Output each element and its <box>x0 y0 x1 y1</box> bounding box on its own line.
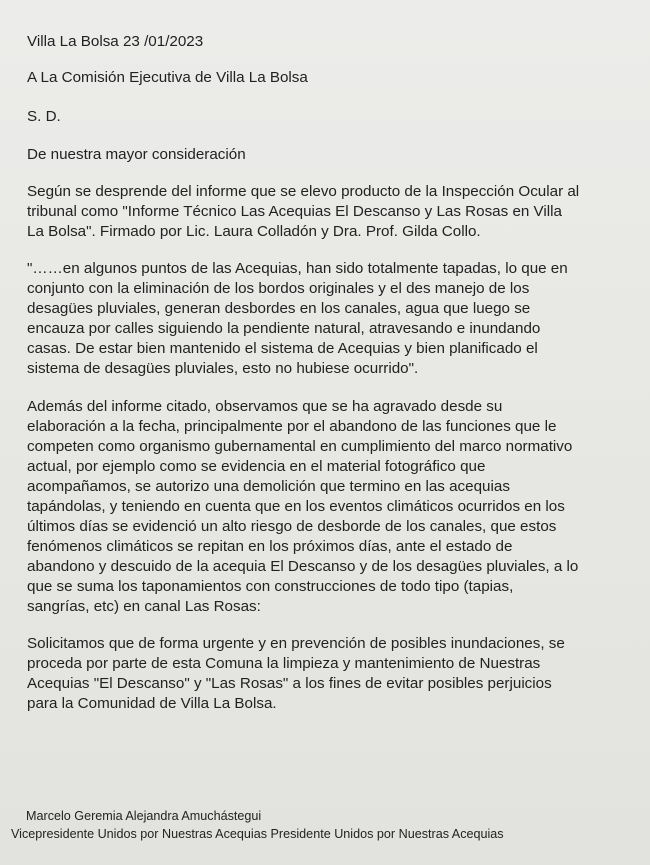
text-line: encauza por calles siguiendo la pendiente natural, atravesando e inundando <box>27 320 541 337</box>
text-line: Según se desprende del informe que se elevo producto de la Inspección Ocular al <box>27 183 580 200</box>
sd-line: S. D. <box>27 108 61 125</box>
signature-roles: Vicepresidente Unidos por Nuestras Acequias Presidente Unidos por Nuestras Acequias <box>11 827 504 841</box>
text-line: últimos días se evidenció un alto riesgo de desborde de los canales, que estos <box>27 518 557 535</box>
text-line: sistema de desagües pluviales, esto no hubiese ocurrido". <box>27 360 419 377</box>
text-line: tribunal como "Informe Técnico Las Acequias El Descanso y Las Rosas en Villa <box>27 203 562 220</box>
text-line: para la Comunidad de Villa La Bolsa. <box>27 695 277 712</box>
text-line: elaboración a la fecha, principalmente por el abandono de las funciones que le <box>27 418 557 435</box>
text-line: Acequias "El Descanso" y "Las Rosas" a los fines de evitar posibles perjuicios <box>27 675 552 692</box>
text-line: fenómenos climáticos se repitan en los próximos días, ante el estado de <box>27 538 513 555</box>
text-line: sangrías, etc) en canal Las Rosas: <box>27 598 261 615</box>
text-line: Además del informe citado, observamos que se ha agravado desde su <box>27 398 503 415</box>
date-line: Villa La Bolsa 23 /01/2023 <box>27 33 204 50</box>
text-line: Solicitamos que de forma urgente y en prevención de posibles inundaciones, se <box>27 635 565 652</box>
text-line: casas. De estar bien mantenido el sistema de Acequias y bien planificado el <box>27 340 538 357</box>
greeting: De nuestra mayor consideración <box>27 146 246 163</box>
text-line: actual, por ejemplo como se evidencia en el material fotográfico que <box>27 458 486 475</box>
text-line: proceda por parte de esta Comuna la limpieza y mantenimiento de Nuestras <box>27 655 541 672</box>
text-line: desagües pluviales, generan desbordes en los canales, agua que luego se <box>27 300 531 317</box>
text-line: acompañamos, se autorizo una demolición que termino en las acequias <box>27 478 510 495</box>
signature-names: Marcelo Geremia Alejandra Amuchástegui <box>26 809 262 823</box>
addressee: A La Comisión Ejecutiva de Villa La Bolsa <box>27 69 308 86</box>
text-line: competen como organismo gubernamental en cumplimiento del marco normativo <box>27 438 573 455</box>
text-line: conjunto con la eliminación de los bordos originales y el des manejo de los <box>27 280 530 297</box>
text-line: tapándolas, y teniendo en cuenta que en los eventos climáticos ocurridos en los <box>27 498 565 515</box>
text-line: La Bolsa". Firmado por Lic. Laura Colladón y Dra. Prof. Gilda Collo. <box>27 223 481 240</box>
text-line: que se suma los taponamientos con construcciones de todo tipo (tapias, <box>27 578 514 595</box>
text-line: "……en algunos puntos de las Acequias, han sido totalmente tapadas, lo que en <box>27 260 568 277</box>
text-line: abandono y descuido de la acequia El Descanso y de los desagües pluviales, a lo <box>27 558 579 575</box>
